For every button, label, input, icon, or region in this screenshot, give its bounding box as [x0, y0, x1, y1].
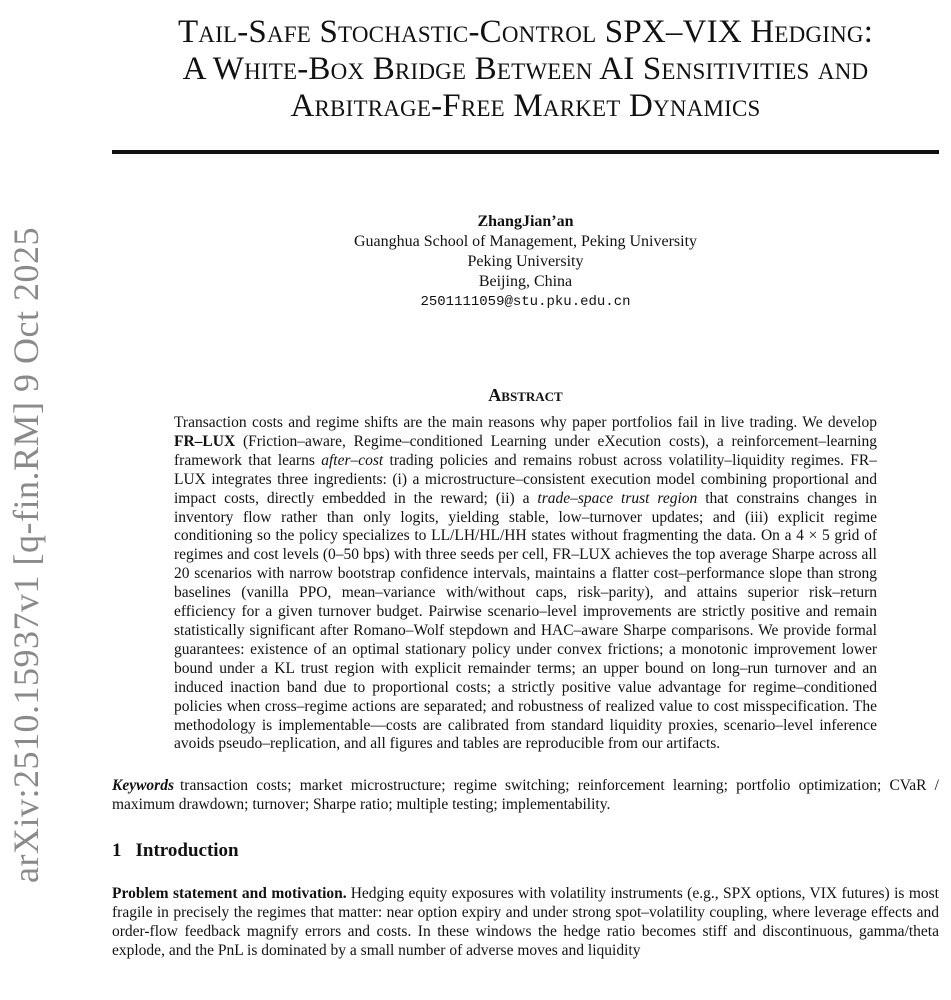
arxiv-identifier: arXiv:2510.15937v1 [q-fin.RM] 9 Oct 2025 — [6, 227, 46, 883]
intro-paragraph — [112, 884, 939, 960]
section-title: Introduction — [135, 840, 239, 862]
abstract-text-3: trading policies and remains robust across volatility–liquidity regimes. FR–LUX integrates three ingredients: (i) a microstructure–consistent execution model combining proportional and impact costs, directly embedded in the reward; (ii) a — [174, 451, 877, 507]
title-rule — [112, 150, 939, 154]
author-email[interactable]: 2501111059@stu.pku.edu.cn — [420, 294, 631, 310]
abstract-text-1: Transaction costs and regime shifts are the main reasons why paper portfolios fail in live trading. We develop — [174, 414, 877, 431]
title-line-2: A White-Box Bridge Between AI Sensitivities and — [182, 51, 869, 87]
author-name: ZhangJian’an — [477, 213, 574, 230]
abstract-body — [174, 414, 877, 754]
author-institution: Peking University — [467, 253, 584, 270]
author-location: Beijing, China — [478, 273, 573, 290]
paper-page — [112, 0, 939, 960]
keywords-block — [112, 776, 939, 814]
after-cost-term: after–cost — [321, 451, 384, 469]
trust-region-term: trade–space trust region — [537, 489, 698, 507]
keywords-label: Keywords — [112, 777, 174, 795]
paper-title — [112, 14, 939, 125]
author-block — [112, 212, 939, 312]
keywords-text: transaction costs; market microstructure; regime switching; reinforcement learning; portfolio optimization; CVaR / maximum drawdown; turnover; Sharpe ratio; multiple testing; implementability. — [112, 777, 939, 814]
section-heading — [112, 840, 939, 862]
title-line-3: Arbitrage-Free Market Dynamics — [290, 88, 761, 124]
paragraph-lead: Problem statement and motivation. — [112, 885, 347, 903]
abstract-text-4: that constrains changes in inventory flow rather than only logits, yielding stable, low–turnover updates; and (iii) explicit regime conditioning so the policy specializes to LL/LH/HL/HH states without fragmenting the data. On a 4 × 5 grid of regimes and cost levels (0–50 bps) with three seeds per cell, FR–LUX achieves the top average Sharpe across all 20 scenarios with narrow bootstrap confidence intervals, maintains a flatter cost–performance slope than strong baselines (vanilla PPO, mean–variance with/without caps, risk–parity), and attains superior risk–return efficiency for a given turnover budget. Pairwise scenario–level improvements are strictly positive and remain statistically significant after Romano–Wolf stepdown and HAC–aware Sharpe comparisons. We provide formal guarantees: existence of an optimal stationary policy under convex frictions; a monotonic improvement lower bound under a KL trust region with explicit remainder terms; an upper bound on long–run turnover and an induced inaction band due to proportional costs; a strictly positive value advantage for regime–conditioned policies when cross–regime actions are separated; and robustness of realized value to cost misspecification. The methodology is implementable—costs are calibrated from standard liquidity proxies, scenario–level inference avoids pseudo–replication, and all figures and tables are reproducible from our artifacts. — [174, 489, 877, 753]
section-number: 1 — [112, 840, 122, 862]
author-affiliation: Guanghua School of Management, Peking University — [353, 233, 698, 250]
paragraph-text: Hedging equity exposures with volatility instruments (e.g., SPX options, VIX futures) is most fragile in precisely the regimes that matter: near option expiry and under strong spot–volatility coupling, where leverage effects and order-flow feedback magnify errors and costs. In these windows the hedge ratio becomes stiff and discontinuous, gamma/theta explode, and the PnL is dominated by a small number of adverse moves and liquidity — [112, 885, 939, 960]
fr-lux-name: FR–LUX — [174, 432, 236, 450]
abstract-text-2: (Friction–aware, Regime–conditioned Learning under eXecution costs), a reinforcement–learning framework that learns — [174, 432, 877, 469]
abstract-heading: Abstract — [488, 385, 563, 405]
title-line-1: Tail-Safe Stochastic-Control SPX–VIX Hedging: — [177, 14, 874, 50]
arxiv-sidebar-stamp — [4, 220, 48, 890]
